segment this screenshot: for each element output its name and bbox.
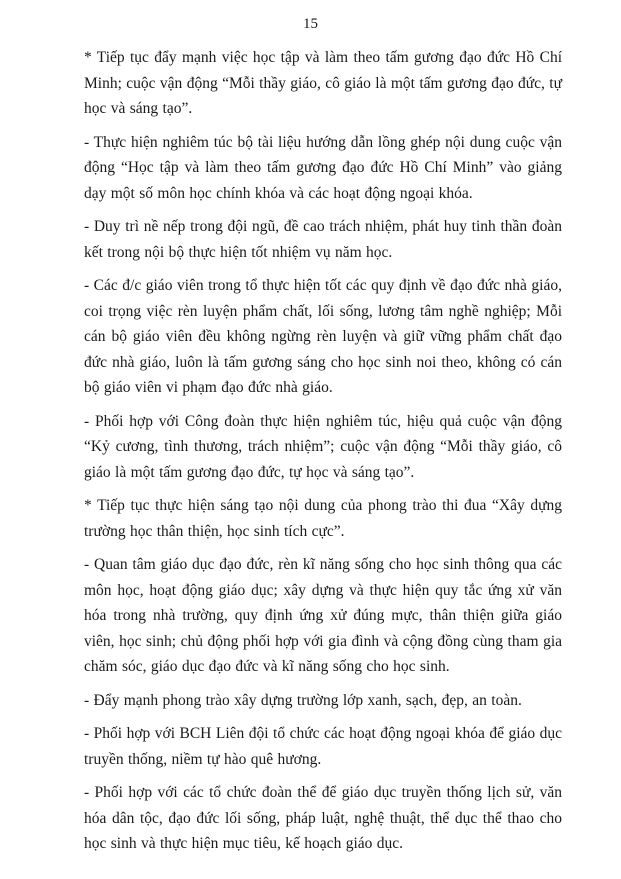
paragraph-7: - Quan tâm giáo dục đạo đức, rèn kĩ năng sống cho học sinh thông qua các môn học, hoạt động giáo dục; xây dựng và thực hiện quy tắc ứng xử văn hóa trong nhà trường, quy định ứng xử đúng mực, thân thiện giữa giáo viên, học sinh; chủ động phối hợp với gia đình và cộng đồng cùng tham gia chăm sóc, giáo dục đạo đức và kĩ năng sống cho học sinh. — [84, 556, 562, 675]
paragraph-9: - Phối hợp với BCH Liên đội tổ chức các hoạt động ngoại khóa để giáo dục truyền thống, niềm tự hào quê hương. — [84, 725, 562, 768]
paragraph-8: - Đẩy mạnh phong trào xây dựng trường lớp xanh, sạch, đẹp, an toàn. — [84, 691, 522, 709]
paragraph-6: * Tiếp tục thực hiện sáng tạo nội dung của phong trào thi đua “Xây dựng trường học thân thiện, học sinh tích cực”. — [84, 497, 562, 540]
page-number: 15 — [303, 16, 318, 32]
paragraph-1: * Tiếp tục đẩy mạnh việc học tập và làm theo tấm gương đạo đức Hồ Chí Minh; cuộc vận động “Mỗi thầy giáo, cô giáo là một tấm gương đạo đức, tự học và sáng tạo”. — [84, 49, 562, 117]
paragraph-4: - Các đ/c giáo viên trong tổ thực hiện tốt các quy định về đạo đức nhà giáo, coi trọng việc rèn luyện phẩm chất, lối sống, lương tâm nghề nghiệp; Mỗi cán bộ giáo viên đều không ngừng rèn luyện và giữ vững phẩm chất đạo đức nhà giáo, luôn là tấm gương sáng cho học sinh noi theo, không có cán bộ giáo viên vi phạm đạo đức nhà giáo. — [84, 277, 562, 396]
body-text — [84, 45, 562, 865]
paragraph-5: - Phối hợp với Công đoàn thực hiện nghiêm túc, hiệu quả cuộc vận động “Kỷ cương, tình thương, trách nhiệm”; cuộc vận động “Mỗi thầy giáo, cô giáo là một tấm gương đạo đức, tự học và sáng tạo”. — [84, 412, 562, 481]
paragraph-3: - Duy trì nề nếp trong đội ngũ, đề cao trách nhiệm, phát huy tinh thần đoàn kết trong nội bộ thực hiện tốt nhiệm vụ năm học. — [84, 218, 562, 261]
paragraph-10: - Phối hợp với các tổ chức đoàn thể để giáo dục truyền thống lịch sử, văn hóa dân tộc, đạo đức lối sống, pháp luật, nghệ thuật, thể dục thể thao cho học sinh và thực hiện mục tiêu, kế hoạch giáo dục. — [84, 784, 562, 852]
paragraph-2: - Thực hiện nghiêm túc bộ tài liệu hướng dẫn lồng ghép nội dung cuộc vận động “Học tập và làm theo tấm gương đạo đức Hồ Chí Minh” vào giảng dạy một số môn học chính khóa và các hoạt động ngoại khóa. — [84, 133, 562, 202]
